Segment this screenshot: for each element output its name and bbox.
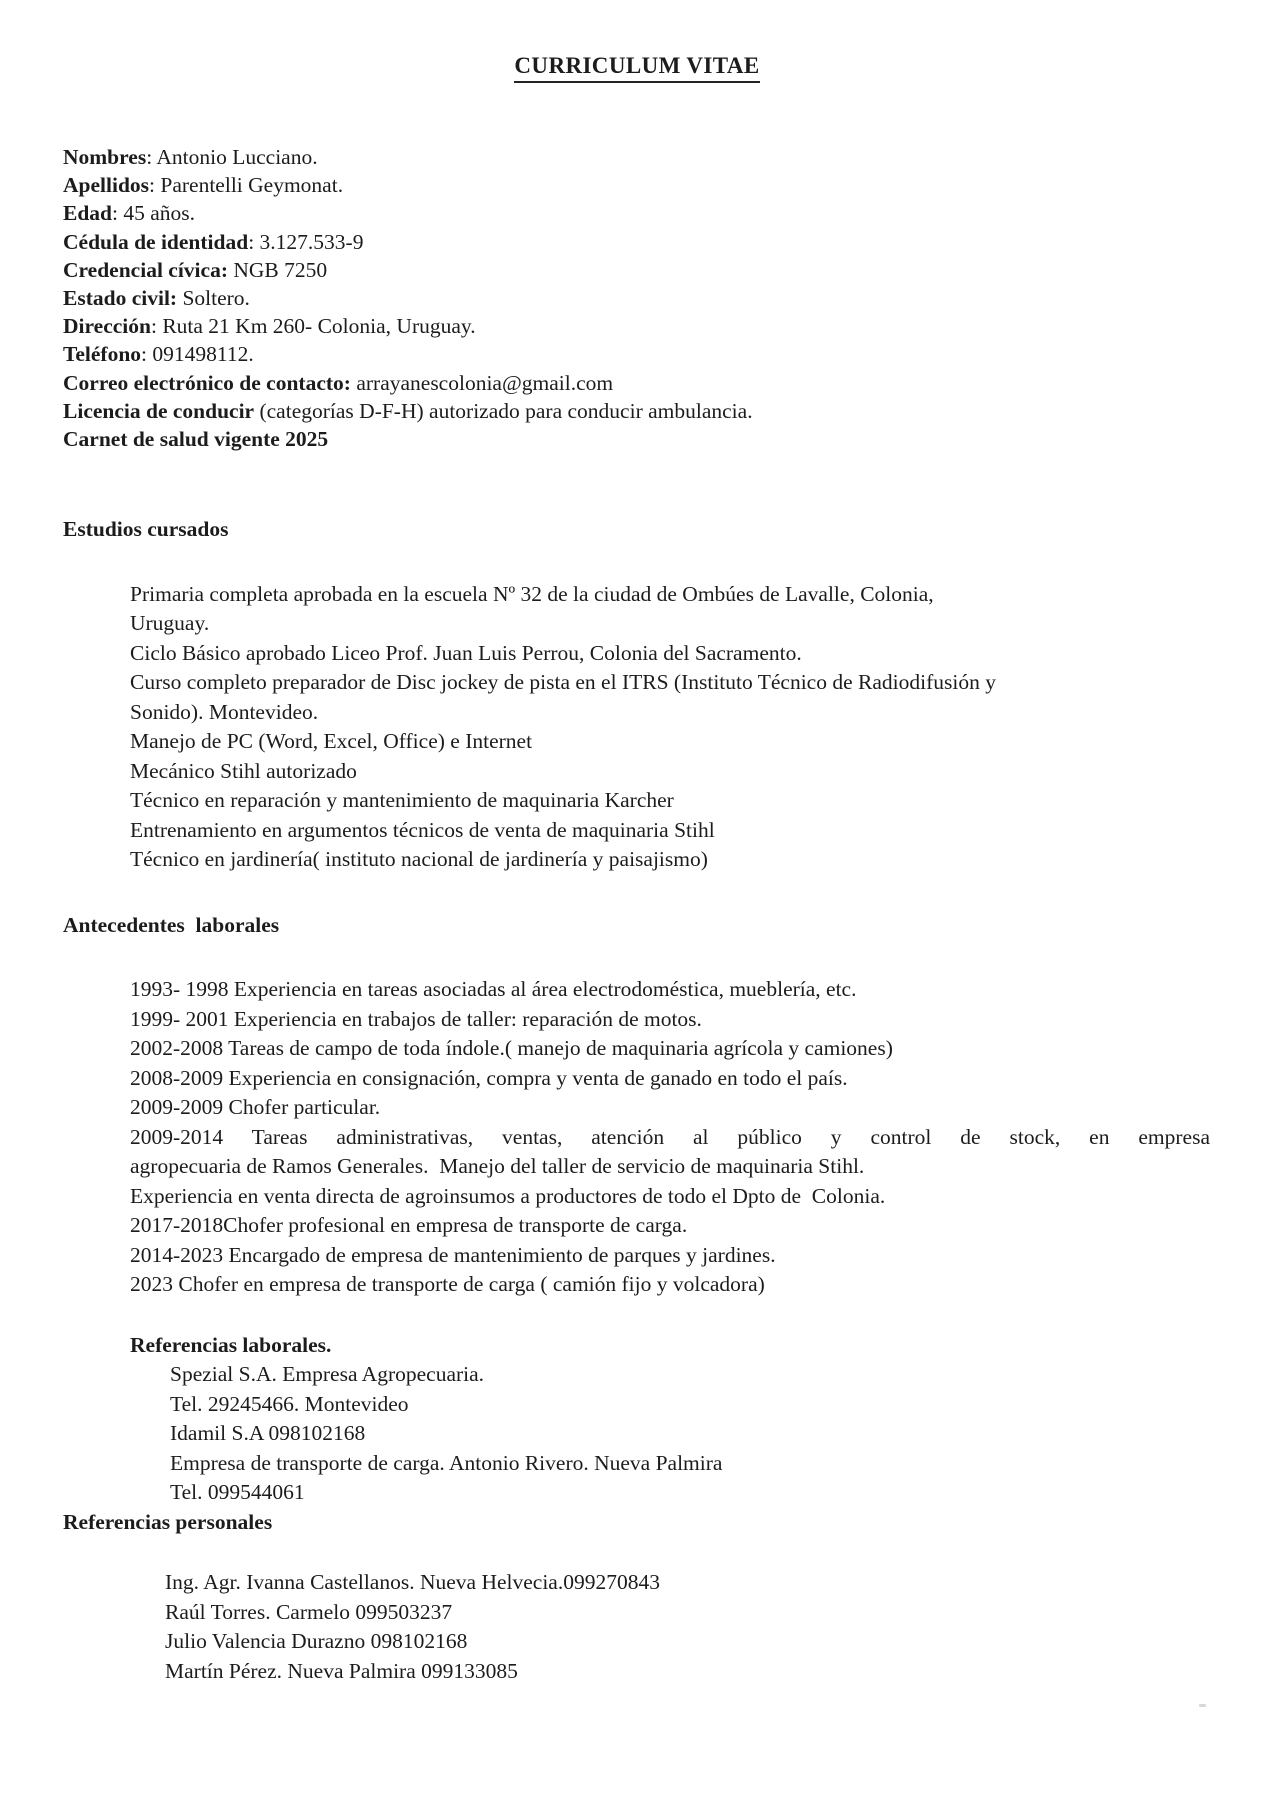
personal-info-line	[63, 228, 1210, 256]
field-value: : Parentelli Geymonat.	[149, 173, 344, 198]
estudios-item: Técnico en jardinería( instituto nacional de jardinería y paisajismo)	[130, 847, 708, 872]
field-value: : Ruta 21 Km 260- Colonia, Uruguay.	[150, 314, 476, 339]
referencia-laboral-item: Idamil S.A 098102168	[170, 1421, 366, 1446]
field-label: Credencial cívica:	[63, 257, 228, 282]
section-heading-estudios: Estudios cursados	[63, 517, 229, 542]
estudios-item: Manejo de PC (Word, Excel, Office) e Internet	[130, 729, 533, 754]
personal-info-line	[63, 171, 1210, 199]
antecedente-item: 2023 Chofer en empresa de transporte de carga ( camión fijo y volcadora)	[130, 1272, 765, 1297]
field-label: Apellidos	[63, 173, 150, 198]
section-heading-referencias-personales: Referencias personales	[63, 1509, 273, 1534]
field-value: : 091498112.	[141, 342, 254, 367]
antecedente-item: 1999- 2001 Experiencia en trabajos de taller: reparación de motos.	[130, 1006, 702, 1031]
antecedente-item: 2017-2018Chofer profesional en empresa de transporte de carga.	[130, 1213, 688, 1238]
referencia-personal-item: Raúl Torres. Carmelo 099503237	[165, 1599, 453, 1624]
personal-info-line	[63, 199, 1210, 227]
antecedente-item: Experiencia en venta directa de agroinsumos a productores de todo el Dpto de Colonia.	[130, 1183, 886, 1208]
referencia-personal-item: Martín Pérez. Nueva Palmira 099133085	[165, 1658, 518, 1683]
antecedente-item: 2014-2023 Encargado de empresa de mantenimiento de parques y jardines.	[130, 1242, 776, 1267]
referencia-laboral-item: Tel. 29245466. Montevideo	[170, 1391, 409, 1416]
field-label: Nombres	[63, 145, 147, 169]
field-label: Edad	[63, 201, 113, 226]
personal-info-line	[63, 256, 1210, 284]
field-value: : Antonio Lucciano.	[146, 145, 318, 169]
personal-info-line	[63, 143, 1210, 171]
antecedente-item: 2009-2014 Tareas administrativas, ventas, atención al público y control de stock, en empresa	[130, 1124, 1210, 1149]
estudios-item: Ciclo Básico aprobado Liceo Prof. Juan Luis Perrou, Colonia del Sacramento.	[130, 640, 802, 665]
estudios-list	[130, 580, 1210, 875]
referencia-laboral-item: Tel. 099544061	[170, 1480, 305, 1505]
section-heading-referencias-laborales: Referencias laborales.	[130, 1332, 332, 1357]
referencias-laborales-list	[170, 1360, 1210, 1508]
personal-info-line	[63, 369, 1210, 397]
referencias-personales-list	[165, 1568, 1210, 1686]
scan-artifact	[1199, 1704, 1206, 1707]
field-value: arrayanescolonia@gmail.com	[350, 370, 614, 395]
estudios-item: Uruguay.	[130, 611, 210, 636]
estudios-item: Primaria completa aprobada en la escuela Nº 32 de la ciudad de Ombúes de Lavalle, Colonia,	[130, 581, 934, 606]
title-row	[0, 0, 1274, 83]
personal-info-line	[63, 340, 1210, 368]
field-label: Teléfono	[63, 342, 142, 367]
field-value: Soltero.	[177, 286, 250, 311]
antecedente-item: 2009-2009 Chofer particular.	[130, 1095, 381, 1120]
section-heading-antecedentes: Antecedentes laborales	[63, 912, 280, 937]
antecedente-item: 2008-2009 Experiencia en consignación, compra y venta de ganado en todo el país.	[130, 1065, 848, 1090]
field-label: Licencia de conducir	[63, 398, 255, 423]
personal-info-line	[63, 397, 1210, 425]
antecedentes-list	[130, 975, 1210, 1300]
estudios-item: Mecánico Stihl autorizado	[130, 758, 357, 783]
field-value: : 3.127.533-9	[248, 229, 364, 254]
document-title: CURRICULUM VITAE	[514, 52, 759, 83]
antecedente-item: 1993- 1998 Experiencia en tareas asociadas al área electrodoméstica, mueblería, etc.	[130, 977, 857, 1002]
field-label: Dirección	[63, 314, 151, 339]
field-label: Cédula de identidad	[63, 229, 249, 254]
personal-info-line	[63, 284, 1210, 312]
referencia-laboral-item: Spezial S.A. Empresa Agropecuaria.	[170, 1362, 485, 1387]
field-label: Correo electrónico de contacto:	[63, 370, 351, 395]
field-value: NGB 7250	[228, 257, 328, 282]
antecedente-item: 2002-2008 Tareas de campo de toda índole.( manejo de maquinaria agrícola y camiones)	[130, 1036, 893, 1061]
field-value: : 45 años.	[112, 201, 196, 226]
field-label: Estado civil:	[63, 286, 178, 311]
personal-info-section	[63, 143, 1210, 453]
antecedente-item: agropecuaria de Ramos Generales. Manejo del taller de servicio de maquinaria Stihl.	[130, 1154, 865, 1179]
field-value: (categorías D-F-H) autorizado para conducir ambulancia.	[254, 398, 753, 423]
personal-info-line	[63, 312, 1210, 340]
estudios-item: Curso completo preparador de Disc jockey de pista en el ITRS (Instituto Técnico de Radiodifusión y	[130, 670, 996, 695]
field-label: Carnet de salud vigente 2025	[63, 427, 329, 452]
personal-info-line	[63, 425, 1210, 453]
estudios-item: Técnico en reparación y mantenimiento de maquinaria Karcher	[130, 788, 674, 813]
estudios-item: Entrenamiento en argumentos técnicos de venta de maquinaria Stihl	[130, 817, 715, 842]
referencia-personal-item: Ing. Agr. Ivanna Castellanos. Nueva Helvecia.099270843	[165, 1570, 660, 1595]
estudios-item: Sonido). Montevideo.	[130, 699, 319, 724]
referencia-personal-item: Julio Valencia Durazno 098102168	[165, 1629, 468, 1654]
referencia-laboral-item: Empresa de transporte de carga. Antonio Rivero. Nueva Palmira	[170, 1450, 723, 1475]
document-body	[0, 143, 1274, 1686]
